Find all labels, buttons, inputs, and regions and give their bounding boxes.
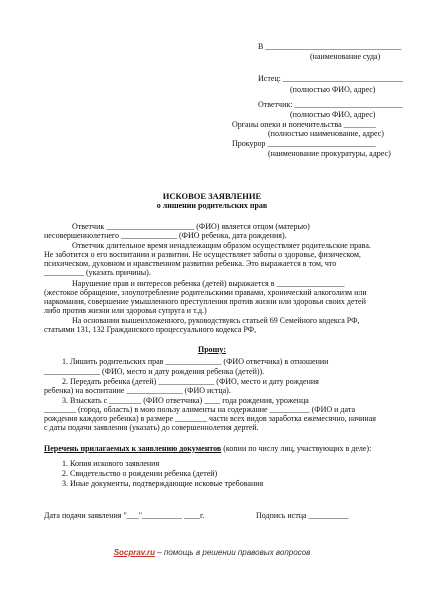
request-line-7: рождения каждого ребенка) в размере ________ части всех видов заработка ежемесячно, начиная [44,414,376,423]
body-line-8: (жестокое обращение, злоупотребление родительскими правами, хронический алкоголизм или [44,288,367,297]
prosecutor-line: Прокурор ___________________________ [232,139,376,148]
guardianship-hint: (полностью наименование, адрес) [268,129,384,138]
respondent-hint: (полностью ФИО, адрес) [290,110,376,119]
request-line-6: ________ (город, область) в мою пользу алименты на содержание __________ (ФИО и дата [44,405,355,414]
body-line-2: несовершеннолетнего ______________ (ФИО ребенка, дата рождения). [44,231,287,240]
body-line-3: Ответчик длительное время ненадлежащим образом осуществляет родительские права. [72,241,371,250]
body-line-12: статьями 131, 132 Гражданского процессуального кодекса РФ, [44,325,257,334]
request-line-1: 1. Лишить родительских прав ______________ (ФИО ответчика) в отношении [62,357,329,366]
body-line-9: наркомания, совершение умышленного преступления против жизни или здоровья своих детей [44,297,366,306]
request-line-4: ребенка) на воспитание ______________ (ФИО истца). [44,386,231,395]
filing-date-line: Дата подачи заявления "___"__________ ____г. [44,511,205,520]
body-line-10: либо против жизни или здоровья супруга и т.д.) [44,306,207,315]
court-line: В __________________________________ [258,42,402,51]
footer-tagline: – помощь в решении правовых вопросов [155,548,311,557]
request-line-2: ______________ (ФИО, место и дату рождения ребенка (детей)). [44,367,265,376]
body-line-7: Нарушение прав и интересов ребенка (детей) выражается в _________________ [72,279,345,288]
attachments-heading-bold: Перечень прилагаемых к заявлению документов [44,444,222,453]
footer [0,548,424,557]
body-line-1: Ответчик ______________________ (ФИО) является отцом (матерью) [72,222,310,231]
document-title: ИСКОВОЕ ЗАЯВЛЕНИЕ [162,191,262,201]
prosecutor-hint: (наименование прокуратуры, адрес) [268,149,391,158]
guardianship-line: Органы опеки и попечительства ________ [232,120,376,129]
attachments-heading-rest: (копии по числу лиц, участвующих в деле): [221,444,372,453]
attachment-item-1: 1. Копия искового заявления [62,459,160,468]
request-line-8: с даты подачи заявления (указать) до совершеннолетия дертей. [44,423,259,432]
document-subtitle: о лишении родительских прав [156,201,268,210]
body-line-11: На основании вышеизложенного, руководствуясь статьей 69 Семейного кодекса РФ, [72,316,360,325]
body-line-5: психическом, духовном и нравственном развитии ребенка. Это выражается в том, что [44,259,337,268]
court-hint: (наименование суда) [310,52,381,61]
footer-brand-link[interactable]: Socprav.ru [113,548,156,557]
body-line-4: Не заботится о его воспитании и развитии. Не осуществляет заботы о здоровье, физическом, [44,250,361,259]
attachment-item-2: 2. Свидетельство о рождении ребенка (детей) [62,469,218,478]
plaintiff-line: Истец: ______________________________ [258,74,403,83]
request-line-5: 3. Взыскать с ________ (ФИО ответчика) ____ года рождения, уроженца [62,396,309,405]
respondent-line: Ответчик: ___________________________ [258,100,403,109]
plaintiff-signature-line: Подпись истца __________ [256,511,349,520]
plaintiff-hint: (полностью ФИО, адрес) [290,85,376,94]
request-heading: Прошу: [198,345,226,354]
request-line-3: 2. Передать ребенка (детей) ______________ (ФИО, место и дату рождения [62,377,319,386]
attachment-item-3: 3. Иные документы, подтверждающие исковые требования [62,479,264,488]
body-line-6: __________ (указать причины). [44,268,151,277]
attachments-heading [44,444,371,454]
